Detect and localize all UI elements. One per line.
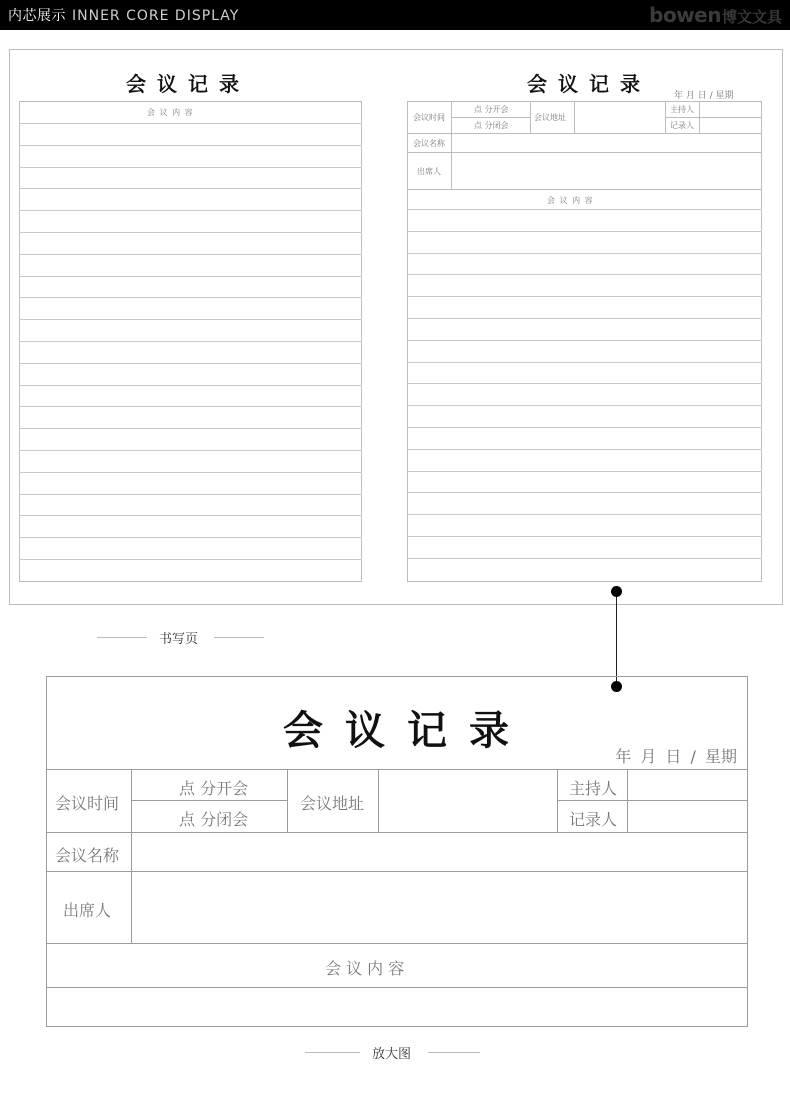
ruled-line [19, 276, 362, 277]
banner-title [8, 5, 239, 25]
ruled-line [407, 318, 762, 319]
zoom-attendees-label: 出席人 [63, 901, 112, 920]
right-meeting-name-label: 会议名称 [413, 139, 445, 148]
enlarged-caption: 放大图 [372, 1047, 412, 1062]
grid-line [131, 769, 132, 943]
ruled-line [19, 123, 362, 124]
zoom-open-time: 点 分开会 [179, 779, 249, 798]
ruled-line [19, 406, 362, 407]
grid-line [287, 769, 288, 832]
brand-name-en: bowen [649, 3, 721, 27]
left-page-title: 会议记录 [126, 72, 250, 96]
ruled-line [407, 427, 762, 428]
zoom-content-header: 会 议 内 容 [325, 959, 405, 978]
ruled-line [19, 341, 362, 342]
right-host-label: 主持人 [670, 105, 694, 114]
grid-line [47, 832, 747, 833]
ruled-line [19, 363, 362, 364]
right-open-time: 点 分开会 [474, 105, 509, 114]
grid-line [665, 117, 762, 118]
right-recorder-label: 记录人 [670, 121, 694, 130]
zoom-connector-line [616, 591, 617, 686]
banner-title-en: INNER CORE DISPLAY [72, 8, 240, 24]
ruled-line [19, 167, 362, 168]
ruled-line [19, 188, 362, 189]
brand-name-cn: 博文文具 [721, 8, 782, 26]
notebook-spread [9, 49, 783, 605]
ruled-line [407, 449, 762, 450]
ruled-line [407, 231, 762, 232]
ruled-line [19, 428, 362, 429]
grid-line [47, 987, 747, 988]
ruled-line [19, 559, 362, 560]
ruled-line [407, 492, 762, 493]
zoom-recorder-label: 记录人 [569, 810, 618, 829]
right-location-label: 会议地址 [534, 113, 566, 122]
ruled-line [407, 471, 762, 472]
ruled-line [407, 296, 762, 297]
brand-logo [649, 3, 782, 27]
right-close-time: 点 分闭会 [474, 121, 509, 130]
ruled-line [407, 274, 762, 275]
ruled-line [19, 450, 362, 451]
ruled-line [19, 537, 362, 538]
grid-line [407, 152, 762, 153]
caption-rule-left [97, 637, 147, 638]
zoom-date-line: 年 月 日 / 星期 [615, 747, 737, 766]
ruled-line [407, 209, 762, 210]
caption-rule-right [428, 1052, 480, 1053]
ruled-line [407, 558, 762, 559]
enlarged-view [46, 676, 748, 1027]
ruled-line [19, 472, 362, 473]
grid-line [451, 101, 452, 189]
ruled-line [19, 297, 362, 298]
grid-line [378, 769, 379, 832]
ruled-line [407, 362, 762, 363]
grid-line [627, 769, 628, 832]
left-content-header: 会 议 内 容 [147, 108, 194, 117]
ruled-line [19, 210, 362, 211]
ruled-line [19, 385, 362, 386]
grid-line [47, 871, 747, 872]
zoom-close-time: 点 分闭会 [179, 810, 249, 829]
caption-rule-left [305, 1052, 360, 1053]
zoom-host-label: 主持人 [569, 779, 618, 798]
right-attendees-label: 出席人 [417, 167, 441, 176]
grid-line [47, 769, 747, 770]
ruled-line [19, 254, 362, 255]
grid-line [557, 769, 558, 832]
grid-line [131, 800, 287, 801]
banner-title-cn: 内芯展示 [8, 8, 66, 24]
writing-page-caption: 书写页 [159, 632, 199, 647]
zoom-meeting-time-label: 会议时间 [55, 794, 120, 813]
ruled-line [407, 405, 762, 406]
grid-line [451, 117, 531, 118]
ruled-line [407, 514, 762, 515]
zoom-title: 会议记录 [283, 707, 531, 754]
right-ruled-lines [407, 189, 762, 582]
zoom-location-label: 会议地址 [300, 794, 365, 813]
ruled-line [407, 340, 762, 341]
left-ruled-lines [19, 101, 362, 582]
ruled-line [407, 383, 762, 384]
top-banner [0, 0, 790, 30]
right-content-header: 会 议 内 容 [547, 196, 594, 205]
ruled-line [19, 319, 362, 320]
connector-dot-top [611, 586, 622, 597]
ruled-line [407, 536, 762, 537]
ruled-line [19, 494, 362, 495]
ruled-line [19, 232, 362, 233]
right-page-title: 会议记录 [527, 72, 651, 96]
ruled-line [19, 145, 362, 146]
right-meeting-time-label: 会议时间 [413, 113, 445, 122]
caption-rule-right [214, 637, 264, 638]
grid-line [557, 800, 747, 801]
grid-line [407, 133, 762, 134]
grid-line [47, 943, 747, 944]
zoom-meeting-name-label: 会议名称 [55, 846, 120, 865]
grid-line [574, 101, 575, 133]
right-date-line: 年 月 日 / 星期 [674, 91, 734, 101]
ruled-line [407, 253, 762, 254]
ruled-line [19, 515, 362, 516]
